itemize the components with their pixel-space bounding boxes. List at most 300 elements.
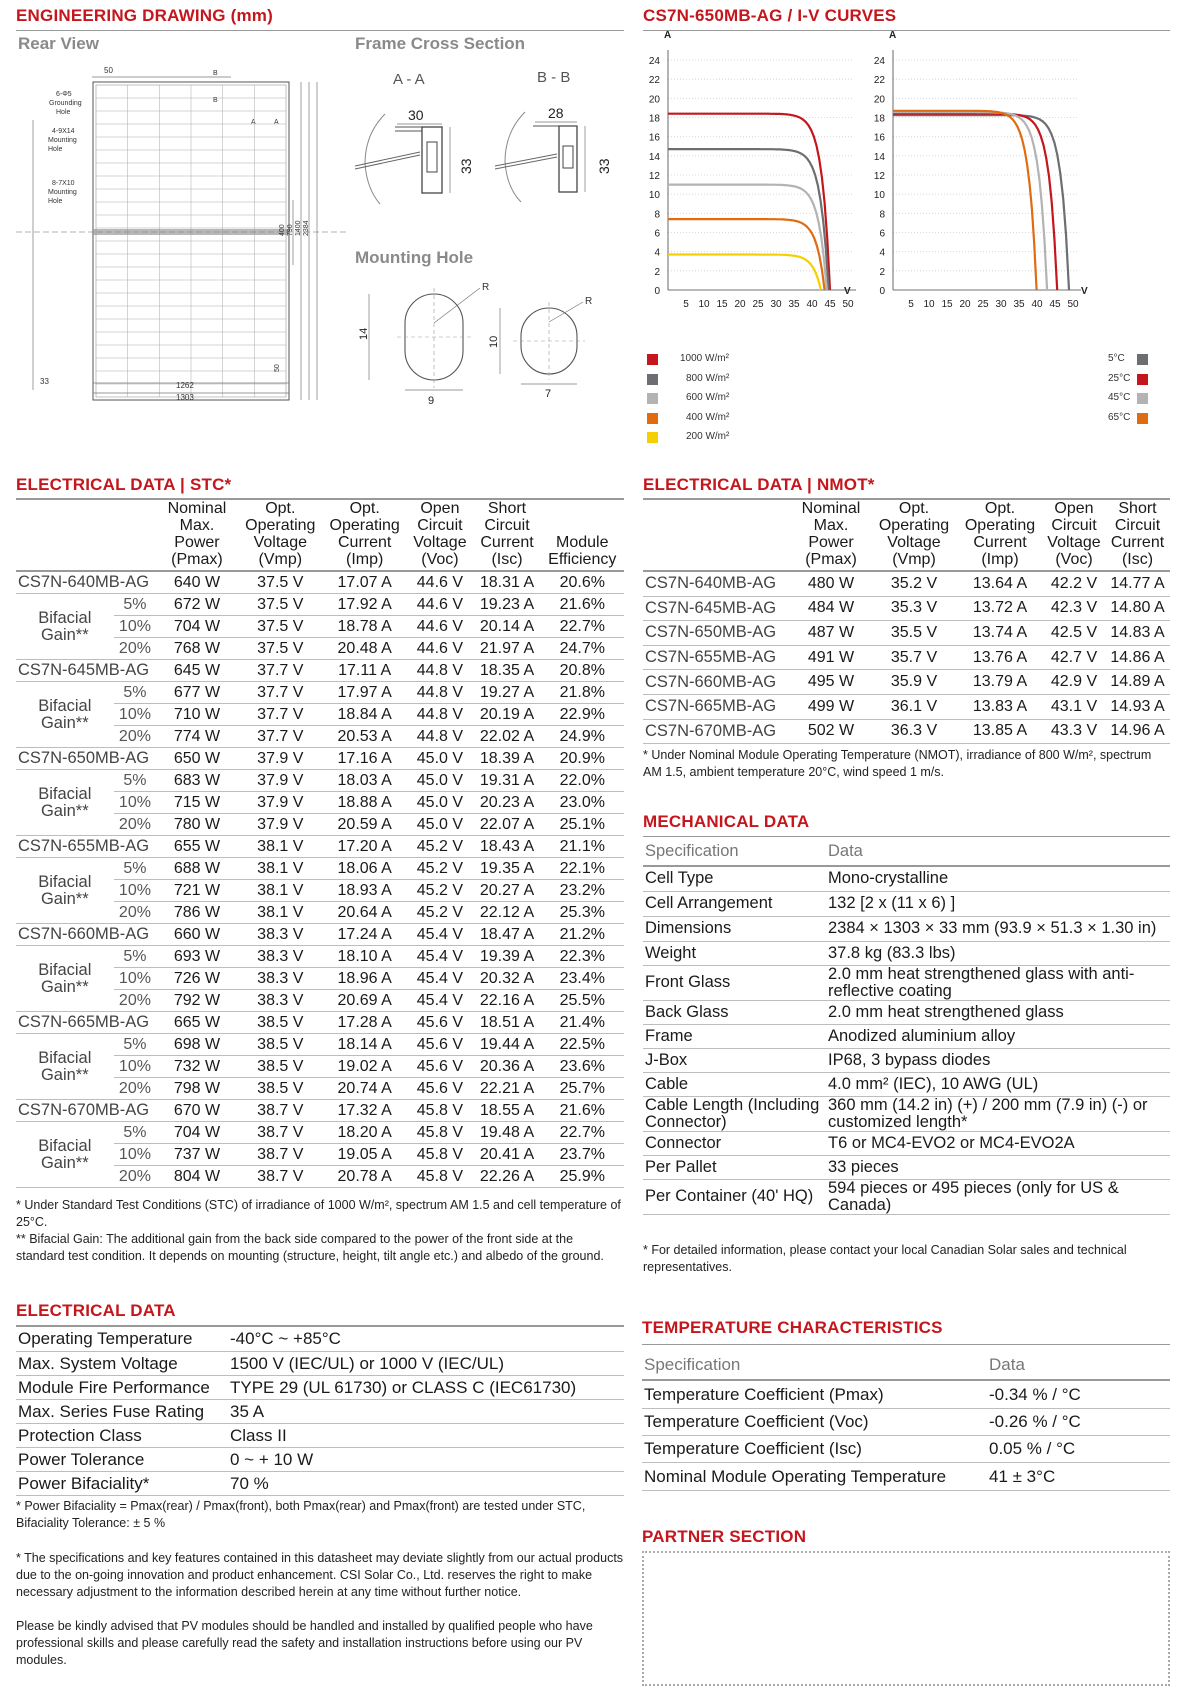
dim-1262: 1262 bbox=[176, 381, 194, 390]
table-cell: 38.3 V bbox=[238, 968, 323, 990]
spec-label: Per Container (40' HQ) bbox=[643, 1179, 826, 1214]
table-cell: 37.5 V bbox=[238, 594, 323, 616]
table-cell: 45.6 V bbox=[406, 1056, 473, 1078]
table-row bbox=[643, 719, 1170, 744]
table-row bbox=[16, 571, 624, 594]
nmot-header-cell: Open Circuit Voltage (Voc) bbox=[1043, 500, 1105, 571]
table-cell: 19.48 A bbox=[473, 1122, 540, 1144]
spec-label: Module Fire Performance bbox=[16, 1375, 228, 1399]
table-cell: 20.48 A bbox=[323, 638, 406, 660]
table-cell: 17.28 A bbox=[323, 1012, 406, 1034]
table-row bbox=[643, 1155, 1170, 1179]
y-tick-label: 8 bbox=[654, 209, 660, 221]
table-row bbox=[16, 836, 624, 858]
table-cell: 20.19 A bbox=[473, 704, 540, 726]
y-tick-label: 2 bbox=[654, 266, 660, 278]
x-axis-label: V bbox=[1081, 286, 1088, 297]
y-tick-label: 0 bbox=[654, 286, 660, 297]
spec-value: -40°C ~ +85°C bbox=[228, 1327, 624, 1351]
legend-label: 1000 W/m² bbox=[680, 353, 729, 364]
table-cell: 45.2 V bbox=[406, 858, 473, 880]
spec-label: Dimensions bbox=[643, 916, 826, 941]
y-tick-label: 4 bbox=[879, 247, 885, 259]
table-cell: 37.9 V bbox=[238, 770, 323, 792]
bifacial-gain-label bbox=[16, 770, 114, 836]
x-tick-label: 45 bbox=[824, 299, 836, 310]
y-tick-label: 14 bbox=[648, 151, 660, 163]
spec-value: 594 pieces or 495 pieces (only for US & Canada) bbox=[826, 1179, 1170, 1214]
stc-header-cell: Open Circuit Voltage (Voc) bbox=[406, 500, 473, 571]
table-cell: 480 W bbox=[791, 571, 871, 596]
legend-swatch bbox=[647, 432, 658, 443]
spec-value: Mono-crystalline bbox=[826, 866, 1170, 891]
table-cell: 672 W bbox=[156, 594, 237, 616]
spec-label: Temperature Coefficient (Voc) bbox=[642, 1408, 987, 1435]
table-cell: 37.5 V bbox=[238, 571, 323, 594]
table-row bbox=[16, 770, 624, 792]
table-cell: 18.96 A bbox=[323, 968, 406, 990]
partner-title: PARTNER SECTION bbox=[642, 1527, 807, 1546]
legend-label: 5°C bbox=[1108, 353, 1125, 364]
table-row bbox=[642, 1380, 1170, 1408]
spec-label: Cell Type bbox=[643, 866, 826, 891]
table-row bbox=[16, 1423, 624, 1447]
table-row bbox=[16, 1471, 624, 1495]
table-cell: 42.9 V bbox=[1043, 670, 1105, 695]
y-tick-label: 6 bbox=[654, 228, 660, 240]
svg-text:B: B bbox=[213, 97, 218, 104]
table-cell: 22.9% bbox=[541, 704, 624, 726]
model-name: CS7N-650MB-AG bbox=[643, 621, 791, 646]
table-row bbox=[16, 858, 624, 880]
table-cell: 21.6% bbox=[541, 594, 624, 616]
model-name: CS7N-660MB-AG bbox=[643, 670, 791, 695]
spec-label: Cable Length (Including Connector) bbox=[643, 1096, 826, 1131]
bifacial-gain-label-line: Bifacial bbox=[38, 1136, 92, 1155]
svg-text:B - B: B - B bbox=[537, 69, 571, 86]
table-cell: 38.1 V bbox=[238, 858, 323, 880]
table-cell: 495 W bbox=[791, 670, 871, 695]
x-axis-label: V bbox=[844, 286, 851, 297]
electrical-title: ELECTRICAL DATA bbox=[16, 1301, 176, 1320]
table-cell: 23.7% bbox=[541, 1144, 624, 1166]
spec-value: 0.05 % / °C bbox=[987, 1435, 1170, 1462]
table-cell: 23.4% bbox=[541, 968, 624, 990]
table-cell: 45.0 V bbox=[406, 770, 473, 792]
table-cell: 14.89 A bbox=[1105, 670, 1170, 695]
bifacial-gain-label-line: Gain** bbox=[40, 801, 89, 820]
table-cell: 20.32 A bbox=[473, 968, 540, 990]
svg-text:790: 790 bbox=[287, 224, 294, 236]
table-cell: 13.72 A bbox=[957, 596, 1043, 621]
table-cell: 24.9% bbox=[541, 726, 624, 748]
svg-text:Mounting: Mounting bbox=[48, 189, 77, 196]
table-cell: 17.24 A bbox=[323, 924, 406, 946]
spec-value: 35 A bbox=[228, 1399, 624, 1423]
gain-percent: 20% bbox=[114, 902, 157, 924]
table-cell: 45.6 V bbox=[406, 1034, 473, 1056]
table-cell: 38.7 V bbox=[238, 1166, 323, 1188]
svg-text:7: 7 bbox=[545, 388, 552, 400]
model-name: CS7N-660MB-AG bbox=[16, 924, 156, 946]
table-cell: 20.74 A bbox=[323, 1078, 406, 1100]
x-tick-label: 25 bbox=[752, 299, 764, 310]
table-cell: 20.53 A bbox=[323, 726, 406, 748]
x-tick-label: 50 bbox=[1067, 299, 1079, 310]
mechanical-header-row bbox=[643, 838, 1170, 866]
temperature-title: TEMPERATURE CHARACTERISTICS bbox=[642, 1318, 943, 1337]
table-row bbox=[642, 1408, 1170, 1435]
table-cell: 37.7 V bbox=[238, 726, 323, 748]
svg-text:33: 33 bbox=[40, 377, 49, 386]
table-cell: 22.21 A bbox=[473, 1078, 540, 1100]
table-cell: 45.6 V bbox=[406, 1012, 473, 1034]
temperature-header-cell: Data bbox=[987, 1350, 1170, 1380]
table-cell: 14.86 A bbox=[1105, 645, 1170, 670]
svg-text:28: 28 bbox=[548, 105, 564, 121]
x-tick-label: 30 bbox=[770, 299, 782, 310]
table-cell: 19.35 A bbox=[473, 858, 540, 880]
table-cell: 18.51 A bbox=[473, 1012, 540, 1034]
table-cell: 44.8 V bbox=[406, 682, 473, 704]
gain-percent: 10% bbox=[114, 880, 157, 902]
table-cell: 44.8 V bbox=[406, 726, 473, 748]
gain-percent: 20% bbox=[114, 726, 157, 748]
rear-view-label: Rear View bbox=[18, 34, 99, 53]
stc-title: ELECTRICAL DATA | STC* bbox=[16, 475, 232, 494]
table-cell: 704 W bbox=[156, 1122, 237, 1144]
x-tick-label: 35 bbox=[1013, 299, 1025, 310]
y-tick-label: 24 bbox=[648, 56, 660, 67]
table-cell: 22.16 A bbox=[473, 990, 540, 1012]
table-row bbox=[643, 941, 1170, 965]
spec-value: Anodized aluminium alloy bbox=[826, 1024, 1170, 1048]
table-row bbox=[643, 571, 1170, 596]
table-row bbox=[643, 1179, 1170, 1214]
temperature-table bbox=[642, 1350, 1170, 1491]
mounting-hole-label: Mounting Hole bbox=[355, 248, 474, 267]
table-cell: 37.7 V bbox=[238, 682, 323, 704]
table-row bbox=[642, 1435, 1170, 1462]
gain-percent: 5% bbox=[114, 1122, 157, 1144]
table-cell: 22.0% bbox=[541, 770, 624, 792]
svg-text:33: 33 bbox=[596, 158, 612, 174]
table-cell: 17.16 A bbox=[323, 748, 406, 770]
table-cell: 665 W bbox=[156, 1012, 237, 1034]
gain-percent: 5% bbox=[114, 594, 157, 616]
table-cell: 660 W bbox=[156, 924, 237, 946]
svg-text:A: A bbox=[251, 119, 256, 126]
gain-percent: 5% bbox=[114, 682, 157, 704]
table-cell: 45.0 V bbox=[406, 748, 473, 770]
table-cell: 21.4% bbox=[541, 1012, 624, 1034]
gain-percent: 10% bbox=[114, 1144, 157, 1166]
table-cell: 22.5% bbox=[541, 1034, 624, 1056]
gain-percent: 10% bbox=[114, 616, 157, 638]
model-name: CS7N-640MB-AG bbox=[16, 571, 156, 594]
table-cell: 43.3 V bbox=[1043, 719, 1105, 744]
y-axis-label: A bbox=[664, 30, 672, 41]
spec-value: -0.26 % / °C bbox=[987, 1408, 1170, 1435]
table-cell: 704 W bbox=[156, 616, 237, 638]
table-cell: 688 W bbox=[156, 858, 237, 880]
table-cell: 25.9% bbox=[541, 1166, 624, 1188]
table-cell: 45.2 V bbox=[406, 836, 473, 858]
mechanical-header-cell: Specification bbox=[643, 838, 826, 866]
iv-title: CS7N-650MB-AG / I-V CURVES bbox=[643, 6, 897, 25]
table-cell: 14.83 A bbox=[1105, 621, 1170, 646]
x-tick-label: 25 bbox=[977, 299, 989, 310]
table-cell: 20.36 A bbox=[473, 1056, 540, 1078]
table-row bbox=[16, 594, 624, 616]
stc-note-1: * Under Standard Test Conditions (STC) of irradiance of 1000 W/m², spectrum AM 1.5 and cell temperature of 25°C. bbox=[16, 1198, 621, 1229]
spec-value: TYPE 29 (UL 61730) or CLASS C (IEC61730) bbox=[228, 1375, 624, 1399]
table-cell: 44.8 V bbox=[406, 704, 473, 726]
table-cell: 18.03 A bbox=[323, 770, 406, 792]
table-cell: 23.2% bbox=[541, 880, 624, 902]
table-cell: 38.1 V bbox=[238, 902, 323, 924]
disclaimer-1: * The specifications and key features contained in this datasheet may deviate slightly from our actual products due to the on-going innovation and product enhancement. CSI Solar Co., Ltd. reserves the right to make necessary adjustment to the information described herein at any time without further notice. bbox=[16, 1551, 624, 1599]
y-tick-label: 4 bbox=[654, 247, 660, 259]
iv-curve-1000-w-m- bbox=[668, 114, 830, 290]
spec-label: Temperature Coefficient (Isc) bbox=[642, 1435, 987, 1462]
stc-header-row bbox=[16, 500, 624, 571]
y-tick-label: 2 bbox=[879, 266, 885, 278]
table-cell: 18.47 A bbox=[473, 924, 540, 946]
gain-percent: 5% bbox=[114, 1034, 157, 1056]
table-cell: 45.2 V bbox=[406, 880, 473, 902]
svg-text:Grounding: Grounding bbox=[49, 100, 82, 107]
gain-percent: 5% bbox=[114, 858, 157, 880]
bifacial-gain-label-line: Bifacial bbox=[38, 696, 92, 715]
table-cell: 21.97 A bbox=[473, 638, 540, 660]
x-tick-label: 15 bbox=[941, 299, 953, 310]
table-cell: 17.32 A bbox=[323, 1100, 406, 1122]
stc-header-cell: Opt. Operating Current (Imp) bbox=[323, 500, 406, 571]
svg-text:A: A bbox=[274, 119, 279, 126]
mounting-hole-drawing bbox=[345, 280, 615, 410]
mechanical-title: MECHANICAL DATA bbox=[643, 812, 810, 831]
table-cell: 42.7 V bbox=[1043, 645, 1105, 670]
bifacial-gain-label bbox=[16, 946, 114, 1012]
table-cell: 22.3% bbox=[541, 946, 624, 968]
table-cell: 726 W bbox=[156, 968, 237, 990]
table-cell: 37.9 V bbox=[238, 748, 323, 770]
table-row bbox=[643, 965, 1170, 1000]
y-tick-label: 0 bbox=[879, 286, 885, 297]
bifacial-gain-label-line: Bifacial bbox=[38, 960, 92, 979]
table-cell: 677 W bbox=[156, 682, 237, 704]
table-row bbox=[16, 682, 624, 704]
spec-value: T6 or MC4-EVO2 or MC4-EVO2A bbox=[826, 1131, 1170, 1155]
table-cell: 650 W bbox=[156, 748, 237, 770]
table-row bbox=[643, 621, 1170, 646]
gain-percent: 5% bbox=[114, 770, 157, 792]
model-name: CS7N-665MB-AG bbox=[643, 694, 791, 719]
spec-value: 37.8 kg (83.3 lbs) bbox=[826, 941, 1170, 965]
table-cell: 645 W bbox=[156, 660, 237, 682]
x-tick-label: 30 bbox=[995, 299, 1007, 310]
y-tick-label: 20 bbox=[873, 94, 885, 106]
legend-label: 25°C bbox=[1108, 372, 1131, 384]
table-cell: 670 W bbox=[156, 1100, 237, 1122]
nmot-header-cell: Opt. Operating Voltage (Vmp) bbox=[871, 500, 957, 571]
model-name: CS7N-665MB-AG bbox=[16, 1012, 156, 1034]
table-cell: 20.14 A bbox=[473, 616, 540, 638]
y-tick-label: 12 bbox=[873, 171, 885, 182]
table-row bbox=[643, 1000, 1170, 1024]
table-cell: 14.93 A bbox=[1105, 694, 1170, 719]
spec-value: Class II bbox=[228, 1423, 624, 1447]
y-tick-label: 12 bbox=[648, 171, 660, 182]
spec-label: Front Glass bbox=[643, 965, 826, 1000]
legend-swatch bbox=[647, 413, 658, 424]
table-cell: 25.3% bbox=[541, 902, 624, 924]
table-cell: 19.02 A bbox=[323, 1056, 406, 1078]
table-cell: 42.3 V bbox=[1043, 596, 1105, 621]
bifacial-gain-label-line: Gain** bbox=[40, 713, 89, 732]
table-cell: 14.77 A bbox=[1105, 571, 1170, 596]
table-cell: 44.8 V bbox=[406, 660, 473, 682]
x-tick-label: 50 bbox=[842, 299, 854, 310]
table-cell: 715 W bbox=[156, 792, 237, 814]
table-cell: 18.35 A bbox=[473, 660, 540, 682]
table-row bbox=[16, 1351, 624, 1375]
table-cell: 22.1% bbox=[541, 858, 624, 880]
x-tick-label: 35 bbox=[788, 299, 800, 310]
nmot-note: * Under Nominal Module Operating Temperature (NMOT), irradiance of 800 W/m², spectrum AM 1.5, ambient temperature 20°C, wind speed 1 m/s. bbox=[643, 748, 1152, 779]
table-cell: 20.78 A bbox=[323, 1166, 406, 1188]
model-name: CS7N-645MB-AG bbox=[643, 596, 791, 621]
table-cell: 23.0% bbox=[541, 792, 624, 814]
table-row bbox=[16, 1399, 624, 1423]
table-cell: 42.5 V bbox=[1043, 621, 1105, 646]
table-cell: 13.85 A bbox=[957, 719, 1043, 744]
table-cell: 18.78 A bbox=[323, 616, 406, 638]
nmot-header-cell: Short Circuit Current (Isc) bbox=[1105, 500, 1170, 571]
spec-value: 2.0 mm heat strengthened glass bbox=[826, 1000, 1170, 1024]
mechanical-table bbox=[643, 838, 1170, 1215]
gain-percent: 20% bbox=[114, 1078, 157, 1100]
table-cell: 13.76 A bbox=[957, 645, 1043, 670]
model-name: CS7N-670MB-AG bbox=[16, 1100, 156, 1122]
table-cell: 45.4 V bbox=[406, 924, 473, 946]
table-cell: 721 W bbox=[156, 880, 237, 902]
nmot-title: ELECTRICAL DATA | NMOT* bbox=[643, 475, 875, 494]
table-cell: 798 W bbox=[156, 1078, 237, 1100]
stc-header-cell: Opt. Operating Voltage (Vmp) bbox=[238, 500, 323, 571]
gain-percent: 10% bbox=[114, 792, 157, 814]
bifacial-gain-label-line: Bifacial bbox=[38, 872, 92, 891]
frame-cross-label: Frame Cross Section bbox=[355, 34, 526, 53]
table-cell: 37.7 V bbox=[238, 660, 323, 682]
spec-value: 4.0 mm² (IEC), 10 AWG (UL) bbox=[826, 1072, 1170, 1096]
table-cell: 18.14 A bbox=[323, 1034, 406, 1056]
nmot-table bbox=[643, 500, 1170, 744]
y-axis-label: A bbox=[889, 30, 897, 41]
spec-value: 33 pieces bbox=[826, 1155, 1170, 1179]
table-row bbox=[16, 1012, 624, 1034]
svg-text:30: 30 bbox=[408, 107, 424, 123]
legend-swatch bbox=[1137, 393, 1148, 404]
table-cell: 25.1% bbox=[541, 814, 624, 836]
table-cell: 683 W bbox=[156, 770, 237, 792]
table-cell: 18.10 A bbox=[323, 946, 406, 968]
table-cell: 20.6% bbox=[541, 571, 624, 594]
table-cell: 38.3 V bbox=[238, 990, 323, 1012]
table-cell: 18.06 A bbox=[323, 858, 406, 880]
table-cell: 35.5 V bbox=[871, 621, 957, 646]
table-cell: 45.2 V bbox=[406, 902, 473, 924]
svg-text:4-9X14: 4-9X14 bbox=[52, 128, 75, 135]
table-cell: 45.8 V bbox=[406, 1122, 473, 1144]
gain-percent: 20% bbox=[114, 990, 157, 1012]
table-cell: 19.44 A bbox=[473, 1034, 540, 1056]
table-cell: 20.9% bbox=[541, 748, 624, 770]
y-tick-label: 14 bbox=[873, 151, 885, 163]
table-cell: 45.0 V bbox=[406, 792, 473, 814]
legend-swatch bbox=[1137, 413, 1148, 424]
svg-text:8-7X10: 8-7X10 bbox=[52, 180, 75, 187]
table-cell: 38.5 V bbox=[238, 1012, 323, 1034]
table-cell: 13.83 A bbox=[957, 694, 1043, 719]
model-name: CS7N-650MB-AG bbox=[16, 748, 156, 770]
table-cell: 22.12 A bbox=[473, 902, 540, 924]
iv-curve-45-c bbox=[893, 112, 1047, 290]
table-cell: 18.84 A bbox=[323, 704, 406, 726]
table-cell: 19.05 A bbox=[323, 1144, 406, 1166]
spec-value: 41 ± 3°C bbox=[987, 1462, 1170, 1490]
table-cell: 18.88 A bbox=[323, 792, 406, 814]
spec-label: Protection Class bbox=[16, 1423, 228, 1447]
x-tick-label: 5 bbox=[683, 299, 689, 310]
table-cell: 45.4 V bbox=[406, 990, 473, 1012]
bifacial-gain-label bbox=[16, 1122, 114, 1188]
table-cell: 37.5 V bbox=[238, 616, 323, 638]
table-cell: 45.8 V bbox=[406, 1166, 473, 1188]
svg-text:B: B bbox=[213, 70, 218, 77]
dim-1303: 1303 bbox=[176, 393, 194, 402]
spec-label: Connector bbox=[643, 1131, 826, 1155]
divider bbox=[643, 836, 1170, 837]
svg-text:Mounting: Mounting bbox=[48, 137, 77, 144]
table-cell: 43.1 V bbox=[1043, 694, 1105, 719]
partner-box bbox=[642, 1551, 1170, 1686]
svg-text:Hole: Hole bbox=[48, 198, 63, 205]
table-row bbox=[16, 1327, 624, 1351]
legend-swatch bbox=[1137, 374, 1148, 385]
spec-label: Weight bbox=[643, 941, 826, 965]
bifacial-gain-label-line: Gain** bbox=[40, 1065, 89, 1084]
table-cell: 44.6 V bbox=[406, 638, 473, 660]
table-cell: 491 W bbox=[791, 645, 871, 670]
svg-text:2384: 2384 bbox=[303, 220, 310, 236]
stc-header-cell: Module Efficiency bbox=[541, 500, 624, 571]
table-cell: 38.5 V bbox=[238, 1034, 323, 1056]
x-tick-label: 45 bbox=[1049, 299, 1061, 310]
table-cell: 18.39 A bbox=[473, 748, 540, 770]
spec-value: 132 [2 x (11 x 6) ] bbox=[826, 891, 1170, 916]
table-cell: 21.8% bbox=[541, 682, 624, 704]
table-cell: 18.31 A bbox=[473, 571, 540, 594]
y-tick-label: 16 bbox=[873, 132, 885, 144]
bifacial-gain-label-line: Gain** bbox=[40, 977, 89, 996]
table-cell: 20.64 A bbox=[323, 902, 406, 924]
table-row bbox=[16, 660, 624, 682]
table-cell: 487 W bbox=[791, 621, 871, 646]
table-row bbox=[643, 1096, 1170, 1131]
spec-value: 1500 V (IEC/UL) or 1000 V (IEC/UL) bbox=[228, 1351, 624, 1375]
